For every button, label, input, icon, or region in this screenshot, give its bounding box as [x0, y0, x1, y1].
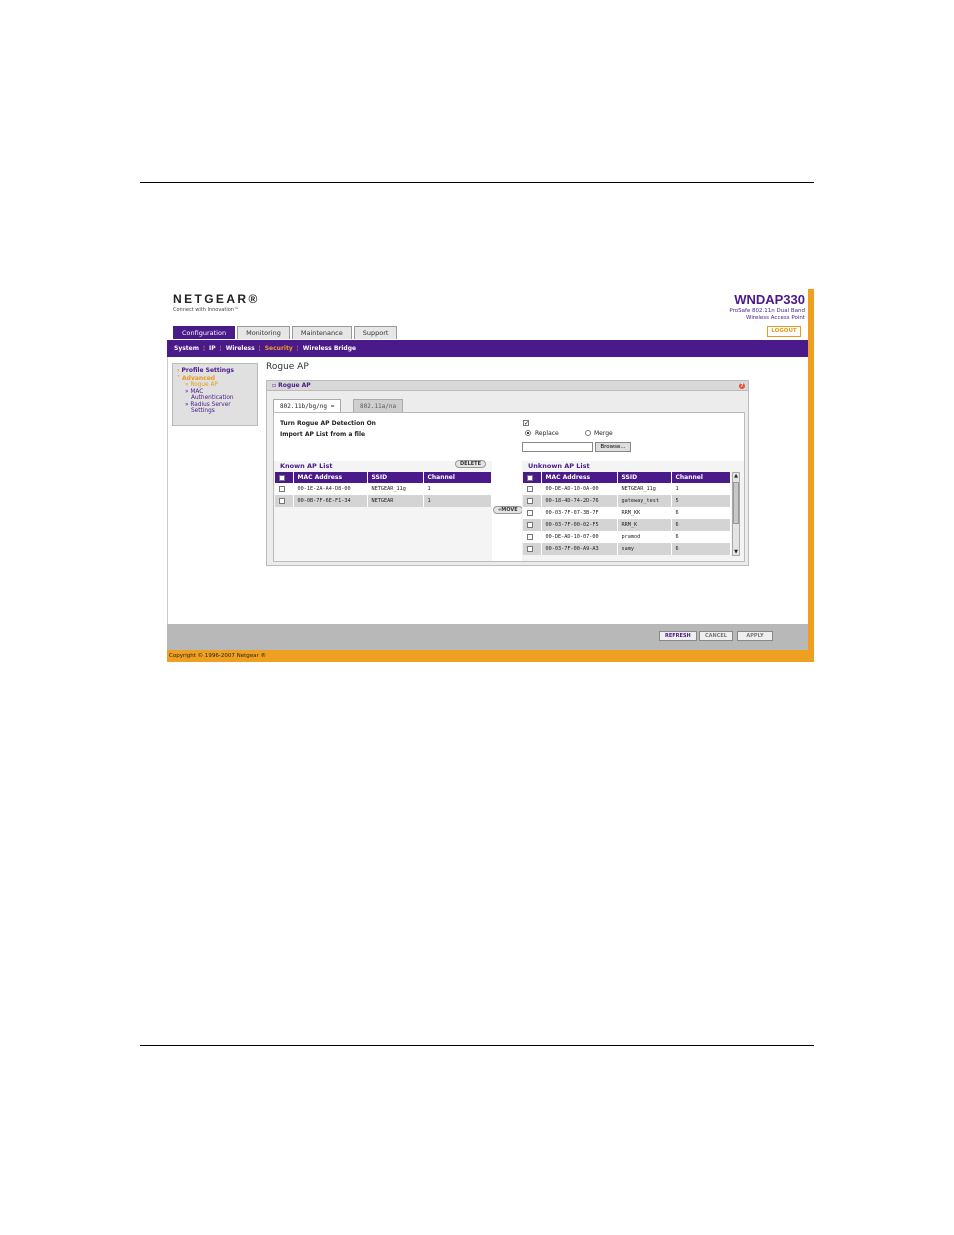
ssid-cell: NETGEAR — [367, 495, 423, 507]
arrow-left-icon: « — [498, 507, 502, 513]
sidebar-item-profile-settings[interactable]: › Profile Settings — [177, 367, 234, 374]
sub-navigation — [167, 340, 808, 357]
apply-button[interactable]: APPLY — [737, 631, 773, 641]
channel-cell: 6 — [671, 531, 731, 543]
page-title: Rogue AP — [266, 362, 309, 372]
scroll-thumb[interactable] — [733, 482, 739, 524]
mac-cell: 00-18-4D-74-2D-76 — [541, 495, 617, 507]
copyright: Copyright © 1996-2007 Netgear ® — [167, 650, 808, 662]
tab-support[interactable]: Support — [354, 326, 398, 339]
tab-configuration[interactable]: Configuration — [173, 326, 235, 339]
ssid-cell: samy — [617, 543, 671, 555]
sidebar — [172, 363, 258, 426]
subnav-separator: ¦ — [219, 345, 222, 352]
merge-radio[interactable] — [585, 430, 591, 436]
help-icon[interactable]: ? — [740, 383, 744, 389]
tab-maintenance[interactable]: Maintenance — [292, 326, 352, 339]
rogue-ap-panel — [266, 380, 749, 566]
select-all-checkbox[interactable] — [279, 475, 285, 481]
channel-cell: 5 — [671, 495, 731, 507]
column-header-mac: MAC Address — [293, 472, 367, 483]
subnav-ip[interactable]: IP — [209, 345, 216, 352]
row-checkbox[interactable] — [527, 534, 533, 540]
ssid-cell: RRM_KK — [617, 507, 671, 519]
mac-cell: 00-03-7F-07-3B-7F — [541, 507, 617, 519]
browse-button[interactable]: Browse... — [595, 442, 631, 452]
merge-label: Merge — [594, 430, 613, 437]
column-header-channel: Channel — [671, 472, 731, 483]
netgear-logo: NETGEAR® — [173, 292, 260, 306]
subnav-separator: ¦ — [258, 345, 261, 352]
band-settings — [273, 412, 745, 562]
tab-band-a[interactable]: 802.11a/na — [353, 399, 403, 413]
subnav-wireless-bridge[interactable]: Wireless Bridge — [302, 345, 357, 352]
tab-band-bg[interactable]: 802.11b/bg/ng ≈ — [273, 399, 341, 413]
channel-cell: 1 — [423, 495, 492, 507]
detection-checkbox[interactable]: ✓ — [524, 420, 530, 427]
subnav-separator: ¦ — [296, 345, 299, 352]
column-header-mac: MAC Address — [541, 472, 617, 483]
logo-tagline: Connect with Innovation™ — [173, 307, 239, 313]
sidebar-item-radius-server-settings[interactable]: » Radius Server Settings — [185, 401, 231, 414]
ssid-cell: NETGEAR_11g — [617, 483, 671, 495]
mac-cell: 00-1E-2A-A4-D8-00 — [293, 483, 367, 495]
refresh-button[interactable]: REFRESH — [659, 631, 697, 641]
subnav-separator: ¦ — [203, 345, 206, 352]
subnav-security[interactable]: Security — [264, 345, 293, 352]
table-row — [275, 495, 492, 507]
ssid-cell: RRM_K — [617, 519, 671, 531]
unknown-ap-table — [523, 472, 731, 555]
channel-cell: 1 — [423, 483, 492, 495]
column-header-ssid: SSID — [367, 472, 423, 483]
unknown-ap-title: Unknown AP List — [528, 462, 590, 470]
wifi-icon: ≈ — [330, 403, 335, 410]
subnav-system[interactable]: System — [174, 345, 199, 352]
cancel-button[interactable]: CANCEL — [699, 631, 733, 641]
mac-cell: 00-03-7F-00-A9-A3 — [541, 543, 617, 555]
top-rule — [140, 182, 814, 183]
channel-cell: 1 — [671, 483, 731, 495]
bullet-icon: ˅ — [177, 374, 180, 382]
row-checkbox[interactable] — [527, 546, 533, 552]
arrow-icon: » — [185, 382, 191, 388]
delete-button[interactable]: DELETE — [455, 460, 486, 468]
table-row — [523, 495, 731, 507]
file-path-input[interactable] — [522, 442, 593, 452]
row-checkbox[interactable] — [527, 522, 533, 528]
column-header-ssid: SSID — [617, 472, 671, 483]
table-row — [523, 543, 731, 555]
model-description: ProSafe 802.11n Dual Band Wireless Access Point — [729, 308, 805, 321]
logout-button[interactable]: LOGOUT — [767, 326, 801, 337]
channel-cell: 6 — [671, 519, 731, 531]
ssid-cell: NETGEAR_11g — [367, 483, 423, 495]
replace-label: Replace — [535, 430, 559, 437]
model-name: WNDAP330 — [734, 292, 805, 307]
panel-header: ▫ Rogue AP ? — [267, 381, 748, 391]
arrow-icon: » — [185, 401, 191, 408]
known-ap-table — [275, 472, 492, 507]
table-row — [523, 519, 731, 531]
known-ap-title: Known AP List — [280, 462, 333, 470]
row-checkbox[interactable] — [527, 510, 533, 516]
sidebar-item-rogue-ap[interactable]: » Rogue AP — [185, 382, 218, 388]
replace-radio[interactable] — [525, 430, 531, 436]
sidebar-item-advanced[interactable]: ˅ Advanced — [177, 374, 216, 382]
column-header-channel: Channel — [423, 472, 492, 483]
channel-cell: 6 — [671, 507, 731, 519]
mac-cell: 00-DE-AD-10-07-00 — [541, 531, 617, 543]
detection-label: Turn Rogue AP Detection On — [280, 420, 376, 427]
subnav-wireless[interactable]: Wireless — [225, 345, 255, 352]
select-all-checkbox[interactable] — [527, 475, 533, 481]
mac-cell: 00-0B-7F-6E-F1-34 — [293, 495, 367, 507]
row-checkbox[interactable] — [527, 498, 533, 504]
content-area — [167, 357, 808, 650]
sidebar-item-mac-authentication[interactable]: » MAC Authentication — [185, 388, 234, 401]
arrow-icon: » — [185, 388, 191, 395]
row-checkbox[interactable] — [527, 486, 533, 492]
mac-cell: 00-03-7F-00-02-F5 — [541, 519, 617, 531]
table-row — [275, 483, 492, 495]
table-row — [523, 531, 731, 543]
ssid-cell: pramod — [617, 531, 671, 543]
scroll-down-icon[interactable]: ▼ — [734, 549, 738, 555]
bottom-rule — [140, 1045, 814, 1046]
collapse-icon[interactable]: ▫ — [272, 382, 279, 389]
scroll-up-icon[interactable]: ▲ — [734, 473, 738, 479]
mac-cell: 00-DE-AD-10-0A-00 — [541, 483, 617, 495]
move-button[interactable]: «MOVE — [493, 506, 523, 514]
bullet-icon: › — [177, 367, 180, 374]
ssid-cell: gateway_test — [617, 495, 671, 507]
admin-ui-screenshot — [167, 289, 814, 662]
table-row — [523, 483, 731, 495]
tab-monitoring[interactable]: Monitoring — [237, 326, 290, 339]
channel-cell: 6 — [671, 543, 731, 555]
main-tabs — [173, 326, 397, 339]
unknown-list-scrollbar[interactable] — [732, 472, 740, 556]
row-checkbox[interactable] — [279, 486, 285, 492]
import-label: Import AP List from a file — [280, 431, 366, 438]
footer-button-bar — [167, 624, 808, 650]
right-accent-bar — [808, 289, 814, 662]
table-row — [523, 507, 731, 519]
row-checkbox[interactable] — [279, 498, 285, 504]
